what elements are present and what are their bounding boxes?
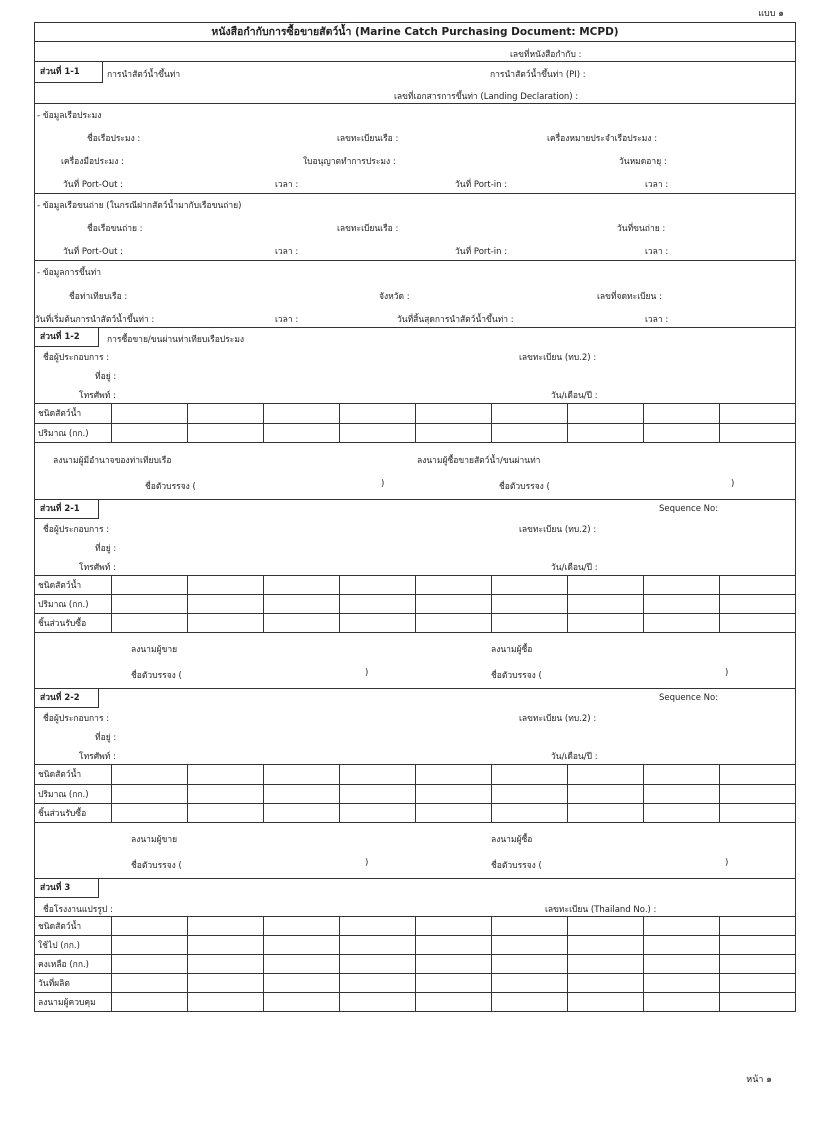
landing-end-time-label: เวลา : (645, 315, 669, 325)
grid-cell[interactable] (643, 993, 719, 1012)
fullname-left-close: ) (365, 857, 369, 868)
grid-cell[interactable] (111, 974, 187, 993)
grid-cell[interactable] (339, 765, 415, 784)
address-label: ที่อยู่ : (95, 733, 117, 743)
grid-cell[interactable] (263, 993, 339, 1012)
grid-cell[interactable] (643, 784, 719, 803)
grid-cell[interactable] (491, 936, 567, 955)
grid-cell[interactable] (111, 803, 187, 822)
grid-cell[interactable] (187, 423, 263, 442)
operator-reg-label: เลขทะเบียน (ทบ.2) : (519, 524, 597, 535)
table-row (35, 936, 795, 955)
grid-cell[interactable] (415, 423, 491, 442)
grid-cell[interactable] (263, 595, 339, 614)
form-title: หนังสือกำกับการซื้อขายสัตว์น้ำ (Marine Catch Purchasing Document: MCPD) (35, 23, 795, 42)
date-label: วัน/เดือน/ปี : (551, 391, 598, 401)
row-label: ชนิดสัตว์น้ำ (35, 917, 111, 936)
carrier-reg-label: เลขทะเบียนเรือ : (337, 224, 399, 234)
grid-cell[interactable] (567, 576, 643, 595)
grid-cell[interactable] (567, 784, 643, 803)
grid-cell[interactable] (415, 784, 491, 803)
part-2-2-label: ส่วนที่ 2-2 (35, 689, 99, 708)
grid-cell[interactable] (187, 803, 263, 822)
fullname-right-close: ) (725, 668, 729, 678)
grid-cell[interactable] (187, 936, 263, 955)
grid-cell[interactable] (719, 404, 795, 423)
grid-cell[interactable] (491, 765, 567, 784)
factory-name-label: ชื่อโรงงานแปรรูป : (43, 904, 113, 915)
grid-cell[interactable] (111, 765, 187, 784)
grid-cell[interactable] (111, 404, 187, 423)
grid-cell[interactable] (187, 595, 263, 614)
grid-cell[interactable] (491, 404, 567, 423)
part-1-2-grid (35, 404, 795, 443)
grid-cell[interactable] (415, 936, 491, 955)
grid-cell[interactable] (187, 993, 263, 1012)
grid-cell[interactable] (187, 404, 263, 423)
table-row (35, 955, 795, 974)
operator-label: ชื่อผู้ประกอบการ : (43, 353, 110, 363)
grid-cell[interactable] (339, 993, 415, 1012)
grid-cell[interactable] (263, 576, 339, 595)
fullname-right-label: ชื่อตัวบรรจง ( (491, 860, 542, 871)
grid-cell[interactable] (719, 917, 795, 936)
grid-cell[interactable] (187, 576, 263, 595)
table-row (35, 576, 795, 595)
landing-end-label: วันที่สิ้นสุดการนำสัตว์น้ำขึ้นท่า : (397, 315, 514, 325)
table-row (35, 803, 795, 822)
grid-cell[interactable] (263, 974, 339, 993)
vessel-port-out-time-label: เวลา : (275, 180, 299, 190)
fullname-right-close: ) (731, 478, 735, 489)
vessel-info-header: - ข้อมูลเรือประมง (37, 111, 102, 121)
grid-cell[interactable] (263, 404, 339, 423)
pi-label: การนำสัตว์น้ำขึ้นท่า (PI) : (490, 70, 586, 80)
fishing-gear-label: เครื่องมือประมง : (61, 157, 124, 167)
sign-buyer-label: ลงนามผู้ซื้อ (491, 834, 533, 845)
row-label: ลงนามผู้ควบคุม (35, 993, 111, 1012)
grid-cell[interactable] (263, 784, 339, 803)
row-label: ชนิดสัตว์น้ำ (35, 765, 111, 784)
grid-cell[interactable] (719, 614, 795, 633)
grid-cell[interactable] (415, 917, 491, 936)
grid-cell[interactable] (567, 993, 643, 1012)
grid-cell[interactable] (719, 974, 795, 993)
phone-label: โทรศัพท์ : (79, 562, 116, 573)
grid-cell[interactable] (263, 917, 339, 936)
grid-cell[interactable] (491, 955, 567, 974)
operator-reg-label: เลขทะเบียน (ทบ.2) : (519, 353, 597, 363)
grid-cell[interactable] (111, 595, 187, 614)
carrier-info-header: - ข้อมูลเรือขนถ่าย (ในกรณีฝากสัตว์น้ำมากับเรือขนถ่าย) (37, 201, 242, 211)
grid-cell[interactable] (339, 784, 415, 803)
vessel-name-label: ชื่อเรือประมง : (87, 134, 141, 144)
fullname-right-label: ชื่อตัวบรรจง ( (499, 481, 550, 492)
part-1-2-label: ส่วนที่ 1-2 (35, 328, 99, 347)
grid-cell[interactable] (491, 993, 567, 1012)
form-frame (34, 22, 796, 1012)
part-2-1-signature (35, 633, 795, 689)
table-row (35, 917, 795, 936)
row-label: ปริมาณ (กก.) (35, 784, 111, 803)
row-label: ใช้ไป (กก.) (35, 936, 111, 955)
grid-cell[interactable] (567, 936, 643, 955)
grid-cell[interactable] (111, 936, 187, 955)
sign-right-label: ลงนามผู้ซื้อขายสัตว์น้ำ/ขนผ่านท่า (417, 455, 541, 466)
grid-cell[interactable] (339, 974, 415, 993)
grid-cell[interactable] (339, 955, 415, 974)
address-label: ที่อยู่ : (95, 372, 117, 382)
date-label: วัน/เดือน/ปี : (551, 752, 598, 762)
grid-cell[interactable] (491, 576, 567, 595)
carrier-port-out-time-label: เวลา : (275, 247, 299, 257)
sign-seller-label: ลงนามผู้ขาย (131, 834, 178, 845)
part-3-header (35, 879, 795, 917)
carrier-port-in-time-label: เวลา : (645, 247, 669, 257)
grid-cell[interactable] (415, 955, 491, 974)
grid-cell[interactable] (187, 974, 263, 993)
table-row (35, 595, 795, 614)
part-1-1-label: ส่วนที่ 1-1 (35, 62, 103, 83)
grid-cell[interactable] (111, 955, 187, 974)
grid-cell[interactable] (719, 595, 795, 614)
port-name-label: ชื่อท่าเทียบเรือ : (69, 292, 128, 302)
operator-reg-label: เลขทะเบียน (ทบ.2) : (519, 714, 597, 724)
vessel-reg-label: เลขทะเบียนเรือ : (337, 134, 399, 144)
grid-cell[interactable] (415, 974, 491, 993)
grid-cell[interactable] (187, 614, 263, 633)
grid-cell[interactable] (643, 765, 719, 784)
grid-cell[interactable] (719, 936, 795, 955)
sequence-no-label: Sequence No: (659, 693, 719, 703)
grid-cell[interactable] (339, 423, 415, 442)
landing-start-time-label: เวลา : (275, 315, 299, 325)
part-1-2-signature (35, 443, 795, 500)
landing-start-label: วันที่เริ่มต้นการนำสัตว์น้ำขึ้นท่า : (35, 315, 155, 325)
fullname-left-close: ) (365, 668, 369, 678)
grid-cell[interactable] (415, 614, 491, 633)
port-reg-no-label: เลขที่จดทะเบียน : (597, 292, 662, 302)
grid-cell[interactable] (415, 803, 491, 822)
grid-cell[interactable] (643, 803, 719, 822)
grid-cell[interactable] (567, 955, 643, 974)
carrier-port-out-label: วันที่ Port-Out : (63, 247, 124, 257)
grid-cell[interactable] (491, 614, 567, 633)
grid-cell[interactable] (187, 955, 263, 974)
grid-cell[interactable] (339, 404, 415, 423)
part-1-1-header (35, 62, 795, 104)
grid-cell[interactable] (263, 936, 339, 955)
grid-cell[interactable] (111, 917, 187, 936)
landing-declaration-label: เลขที่เอกสารการขึ้นท่า (Landing Declaration) : (394, 92, 579, 102)
vessel-mark-label: เครื่องหมายประจำเรือประมง : (547, 134, 658, 144)
sign-buyer-label: ลงนามผู้ซื้อ (491, 645, 533, 655)
fullname-left-label: ชื่อตัวบรรจง ( (131, 671, 182, 681)
grid-cell[interactable] (643, 404, 719, 423)
grid-cell[interactable] (263, 614, 339, 633)
grid-cell[interactable] (567, 765, 643, 784)
grid-cell[interactable] (567, 595, 643, 614)
grid-cell[interactable] (719, 765, 795, 784)
grid-cell[interactable] (111, 993, 187, 1012)
landing-info-header: - ข้อมูลการขึ้นท่า (37, 268, 101, 278)
grid-cell[interactable] (111, 423, 187, 442)
grid-cell[interactable] (719, 423, 795, 442)
grid-cell[interactable] (263, 955, 339, 974)
grid-cell[interactable] (263, 423, 339, 442)
factory-reg-label: เลขทะเบียน (Thailand No.) : (545, 904, 657, 915)
carrier-name-label: ชื่อเรือขนถ่าย : (87, 224, 143, 234)
operator-label: ชื่อผู้ประกอบการ : (43, 524, 110, 535)
part-2-2-signature (35, 823, 795, 879)
sequence-no-label: Sequence No: (659, 503, 719, 514)
grid-cell[interactable] (643, 576, 719, 595)
grid-cell[interactable] (187, 917, 263, 936)
grid-cell[interactable] (339, 917, 415, 936)
table-row (35, 993, 795, 1012)
grid-cell[interactable] (339, 936, 415, 955)
vessel-port-out-label: วันที่ Port-Out : (63, 180, 124, 190)
part-1-2-header (35, 328, 795, 404)
table-row (35, 974, 795, 993)
grid-cell[interactable] (187, 784, 263, 803)
grid-cell[interactable] (491, 974, 567, 993)
part-2-2-header (35, 689, 795, 765)
grid-cell[interactable] (491, 595, 567, 614)
doc-number-row (35, 42, 795, 62)
row-label: ปริมาณ (กก.) (35, 595, 111, 614)
fullname-right-label: ชื่อตัวบรรจง ( (491, 671, 542, 681)
part-2-2-grid (35, 765, 795, 823)
operator-label: ชื่อผู้ประกอบการ : (43, 714, 110, 724)
grid-cell[interactable] (719, 955, 795, 974)
sign-seller-label: ลงนามผู้ขาย (131, 645, 178, 655)
vessel-port-in-time-label: เวลา : (645, 180, 669, 190)
grid-cell[interactable] (719, 993, 795, 1012)
grid-cell[interactable] (719, 784, 795, 803)
fullname-left-label: ชื่อตัวบรรจง ( (145, 481, 196, 492)
grid-cell[interactable] (339, 614, 415, 633)
row-label: ปริมาณ (กก.) (35, 423, 111, 442)
fullname-left-close: ) (381, 478, 385, 489)
grid-cell[interactable] (339, 576, 415, 595)
grid-cell[interactable] (111, 614, 187, 633)
table-row (35, 765, 795, 784)
grid-cell[interactable] (339, 803, 415, 822)
grid-cell[interactable] (567, 614, 643, 633)
grid-cell[interactable] (415, 404, 491, 423)
transship-date-label: วันที่ขนถ่าย : (617, 224, 666, 234)
grid-cell[interactable] (643, 974, 719, 993)
grid-cell[interactable] (643, 917, 719, 936)
part-1-1-subtitle: การนำสัตว์น้ำขึ้นท่า (107, 70, 181, 80)
carrier-info-section (35, 194, 795, 261)
row-label: ชนิดสัตว์น้ำ (35, 576, 111, 595)
grid-cell[interactable] (263, 765, 339, 784)
doc-number-label: เลขที่หนังสือกำกับ : (510, 50, 582, 60)
grid-cell[interactable] (111, 576, 187, 595)
landing-info-section (35, 261, 795, 328)
table-row (35, 614, 795, 633)
row-label: วันที่ผลิต (35, 974, 111, 993)
grid-cell[interactable] (643, 614, 719, 633)
grid-cell[interactable] (567, 917, 643, 936)
fullname-right-close: ) (725, 857, 729, 868)
grid-cell[interactable] (643, 423, 719, 442)
fishing-license-label: ใบอนุญาตทำการประมง : (303, 157, 396, 167)
address-label: ที่อยู่ : (95, 543, 117, 554)
grid-cell[interactable] (187, 765, 263, 784)
part-3-label: ส่วนที่ 3 (35, 879, 99, 898)
vessel-info-section (35, 104, 795, 194)
part-2-1-grid (35, 576, 795, 634)
grid-cell[interactable] (339, 595, 415, 614)
page-number: หน้า ๑ (746, 1075, 772, 1085)
part-3-grid (35, 917, 795, 1013)
grid-cell[interactable] (415, 993, 491, 1012)
grid-cell[interactable] (643, 936, 719, 955)
grid-cell[interactable] (415, 595, 491, 614)
date-label: วัน/เดือน/ปี : (551, 562, 598, 573)
grid-cell[interactable] (567, 423, 643, 442)
part-1-2-subtitle: การซื้อขาย/ขนผ่านท่าเทียบเรือประมง (107, 335, 245, 345)
grid-cell[interactable] (567, 404, 643, 423)
row-label: คงเหลือ (กก.) (35, 955, 111, 974)
grid-cell[interactable] (719, 803, 795, 822)
fullname-left-label: ชื่อตัวบรรจง ( (131, 860, 182, 871)
grid-cell[interactable] (719, 576, 795, 595)
row-label: ชนิดสัตว์น้ำ (35, 404, 111, 423)
table-row (35, 423, 795, 442)
part-2-1-header (35, 500, 795, 576)
row-label: ชิ้นส่วนรับซื้อ (35, 614, 111, 633)
grid-cell[interactable] (263, 803, 339, 822)
province-label: จังหวัด : (379, 292, 410, 302)
grid-cell[interactable] (491, 423, 567, 442)
grid-cell[interactable] (567, 803, 643, 822)
grid-cell[interactable] (415, 765, 491, 784)
sign-left-label: ลงนามผู้มีอำนาจของท่าเทียบเรือ (53, 455, 172, 466)
grid-cell[interactable] (643, 955, 719, 974)
phone-label: โทรศัพท์ : (79, 391, 116, 401)
grid-cell[interactable] (491, 784, 567, 803)
grid-cell[interactable] (415, 576, 491, 595)
table-row (35, 404, 795, 423)
form-code: แบบ ๑ (758, 9, 784, 19)
grid-cell[interactable] (643, 595, 719, 614)
carrier-port-in-label: วันที่ Port-in : (455, 247, 508, 257)
row-label: ชิ้นส่วนรับซื้อ (35, 803, 111, 822)
vessel-port-in-label: วันที่ Port-in : (455, 180, 508, 190)
table-row (35, 784, 795, 803)
part-2-1-label: ส่วนที่ 2-1 (35, 500, 99, 519)
grid-cell[interactable] (567, 974, 643, 993)
grid-cell[interactable] (491, 917, 567, 936)
phone-label: โทรศัพท์ : (79, 752, 116, 762)
license-expiry-label: วันหมดอายุ : (619, 157, 667, 167)
grid-cell[interactable] (491, 803, 567, 822)
grid-cell[interactable] (111, 784, 187, 803)
